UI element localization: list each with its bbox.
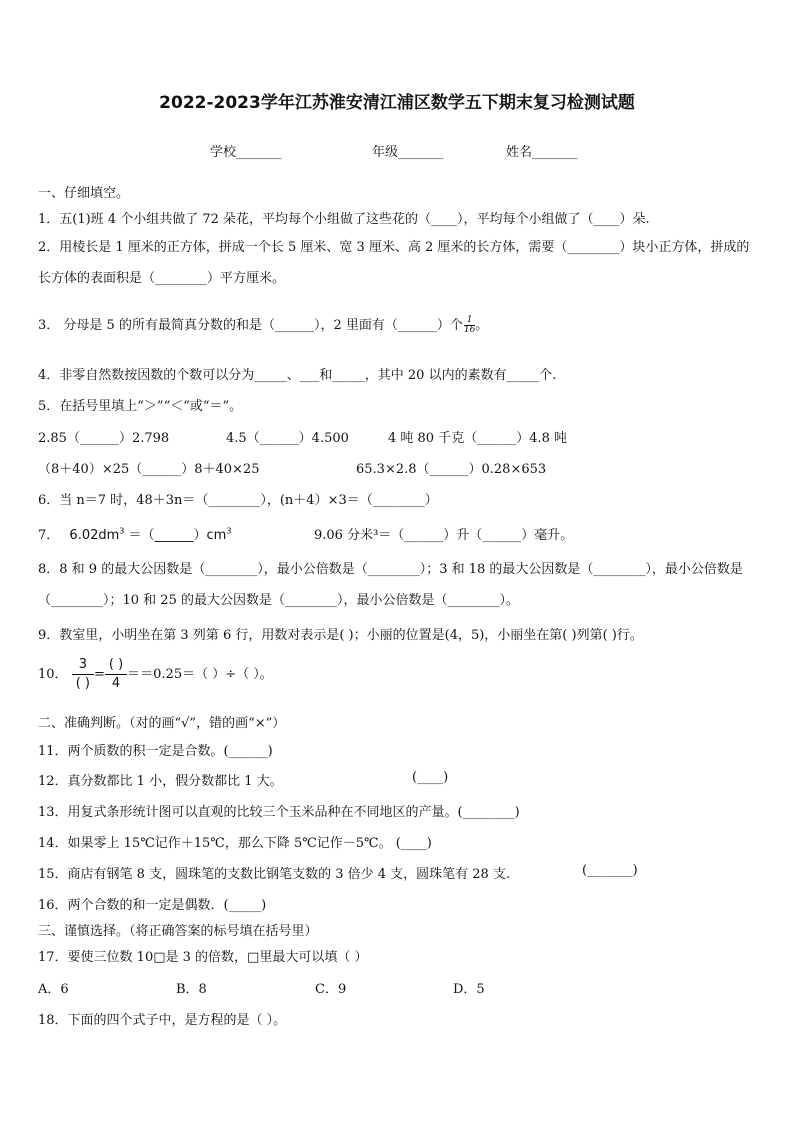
fraction-3-over-blank [72,656,94,693]
option-b: B．8 [176,982,207,997]
question-6: 6．当 n＝7 时，48＋3n＝（________），(n＋4）×3＝（________） [38,493,438,508]
question-5e: 65.3×2.8（______）0.28×653 [356,462,547,477]
option-a: A．6 [38,982,69,997]
question-10-label: 10． [38,667,68,682]
school-field: 学校_______ [210,145,282,160]
question-7 [38,524,231,543]
fraction-numerator: 1 [464,316,475,326]
question-18: 18．下面的四个式子中，是方程的是（ ）。 [38,1013,287,1028]
exponent: 3 [119,526,125,536]
fraction-blank-over-4 [105,656,127,693]
name-field: 姓名_______ [506,145,578,160]
question-7-blank: ＝（______）cm [124,528,227,543]
question-5: 5．在括号里填上“＞”“＜”或“＝”。 [38,399,243,414]
question-10: 10． $\frac{3}{( )}$ = $\frac{( )}{4}$ ＝＝0.25＝（ ）÷（ ）。 [38,657,273,691]
question-7-label: 7． [38,528,60,543]
option-d: D．5 [453,982,485,997]
fraction-denominator: 4 [111,676,121,691]
question-9: 9．教室里，小明坐在第 3 列第 6 行，用数对表示是( )；小丽的位置是(4，5)，小丽坐在第( )列第( )行。 [38,628,643,643]
question-5a: 2.85（______）2.798 [38,431,170,446]
question-2: 2．用棱长是 1 厘米的正方体，拼成一个长 5 厘米、宽 3 厘米、高 2 厘米的长方体，需要（________）块小正方体，拼成的长方体的表面积是（________）平方厘米。 [38,240,750,286]
question-8: 8．8 和 9 的最大公因数是（________），最小公倍数是（________）；3 和 18 的最大公因数是（________），最小公倍数是（________）；10 和 25 的最大公因数是（________），最小公倍数是（________）。 [38,562,743,608]
question-17: 17．要使三位数 10□是 3 的倍数，□里最大可以填（ ） [38,950,368,965]
question-16: 16．两个合数的和一定是偶数．(_____) [38,898,267,913]
fraction-numerator: 3 [72,656,94,675]
question-3-text: 3． 分母是 5 的所有最简真分数的和是（______），2 里面有（______）个 [38,318,463,333]
question-12-answer: (____) [412,770,449,785]
question-7-value: 6.02dm [69,528,120,543]
fraction-denominator: 16 [463,325,476,335]
exponent: 3 [226,526,232,536]
question-15: 15．商店有钢笔 8 支，圆珠笔的支数比钢笔支数的 3 倍少 4 支，圆珠笔有 28 支. [38,867,511,882]
question-7-part1 [69,528,231,543]
grade-field: 年级_______ [372,145,444,160]
question-5d: （8＋40）×25（______）8＋40×25 [38,462,260,477]
page-title: 2022-2023学年江苏淮安清江浦区数学五下期末复习检测试题 [159,93,635,113]
question-13: 13．用复式条形统计图可以直观的比较三个玉米品种在不同地区的产量。(________) [38,805,520,820]
question-3 [38,314,488,335]
section-1-heading: 一、仔细填空。 [38,186,130,201]
question-7-part2: 9.06 分米³＝（______）升（______）毫升。 [314,528,574,543]
section-3-heading: 三、谨慎选择。（将正确答案的标号填在括号里） [38,924,318,939]
question-3-end: 。 [475,318,489,333]
question-5b: 4.5（______）4.500 [226,431,349,446]
question-15-answer: (_______) [582,863,638,878]
question-11: 11．两个质数的积一定是合数。(______) [38,744,273,759]
question-14: 14．如果零上 15℃记作＋15℃，那么下降 5℃记作－5℃。 (____) [38,836,432,851]
section-2-heading: 二、准确判断。（对的画“√”，错的画“×”） [38,716,286,731]
question-5c: 4 吨 80 千克（______）4.8 吨 [388,431,568,446]
option-c: C．9 [315,982,347,997]
question-12: 12．真分数都比 1 小，假分数都比 1 大。 [38,774,283,789]
question-4: 4．非零自然数按因数的个数可以分为_____、___和_____，其中 20 以内的素数有_____个. [38,368,557,383]
fraction-1-16 [464,316,475,335]
fraction-numerator: ( ) [105,656,127,675]
fraction-denominator: ( ) [75,676,90,691]
question-1: 1．五(1)班 4 个小组共做了 72 朵花，平均每个小组做了这些花的（____），平均每个小组做了（____）朵. [38,212,650,227]
question-10-tail: ＝＝0.25＝（ ）÷（ ）。 [127,667,273,682]
